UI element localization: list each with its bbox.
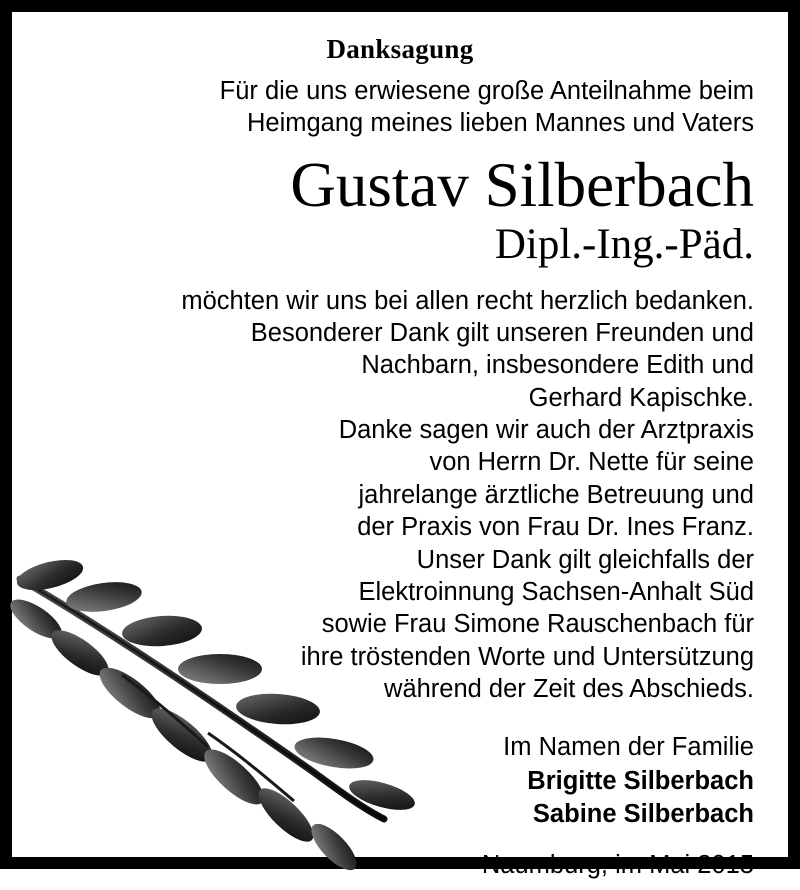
obituary-card	[12, 12, 788, 879]
body-paragraph	[46, 285, 754, 706]
body-line: Danke sagen wir auch der Arztpraxis	[338, 416, 754, 445]
place-date: Naumburg, im Mai 2015	[481, 850, 754, 879]
body-line: Unser Dank gilt gleichfalls der	[416, 545, 754, 574]
body-line: Gerhard Kapischke.	[528, 383, 754, 412]
page-title: Danksagung	[326, 34, 474, 64]
closing-block	[46, 731, 754, 830]
body-line: Besonderer Dank gilt unseren Freunden und	[250, 318, 754, 347]
intro-line: Heimgang meines lieben Mannes und Vaters	[247, 109, 754, 138]
obituary-content	[12, 12, 788, 890]
body-line: von Herrn Dr. Nette für seine	[429, 448, 754, 477]
intro-paragraph	[46, 75, 754, 139]
deceased-qualification: Dipl.-Ing.-Päd.	[494, 221, 754, 269]
body-line: sowie Frau Simone Rauschenbach für	[321, 610, 754, 639]
body-line: der Praxis von Frau Dr. Ines Franz.	[357, 513, 754, 542]
body-line: möchten wir uns bei allen recht herzlich bedanken.	[181, 286, 754, 315]
body-line: während der Zeit des Abschieds.	[384, 675, 754, 704]
deceased-name: Gustav Silberbach	[290, 150, 754, 221]
body-line: jahrelange ärztliche Betreuung und	[358, 480, 754, 509]
closing-intro: Im Namen der Familie	[503, 733, 754, 762]
signatory: Sabine Silberbach	[532, 799, 754, 828]
body-line: ihre tröstenden Worte und Untersützung	[300, 642, 754, 671]
intro-line: Für die uns erwiesene große Anteilnahme beim	[219, 77, 754, 105]
signatory: Brigitte Silberbach	[527, 766, 754, 795]
body-line: Nachbarn, insbesondere Edith und	[361, 351, 754, 380]
body-line: Elektroinnung Sachsen-Anhalt Süd	[358, 577, 754, 606]
